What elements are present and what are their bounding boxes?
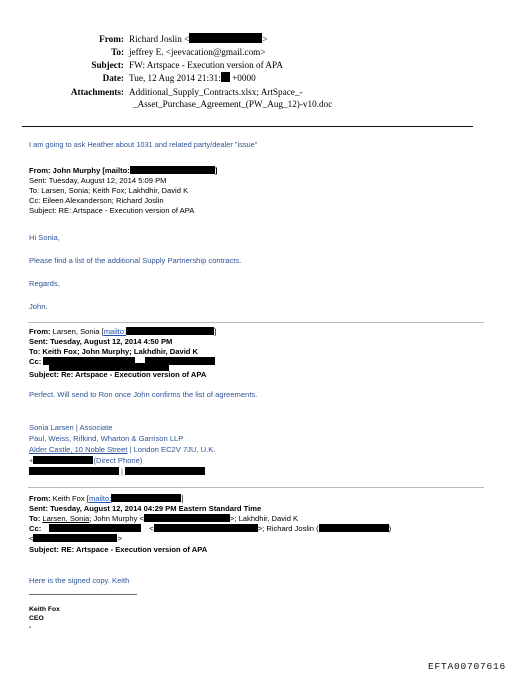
- subject-label: Subject:: [91, 60, 124, 70]
- email2-cc-label: Cc:: [29, 357, 42, 366]
- date-text: Tue, 12 Aug 2014 21:31:: [129, 73, 221, 83]
- redaction: [29, 467, 119, 475]
- from-tail: >: [262, 34, 268, 44]
- email3-cc-tail: >; Richard Joslin (: [257, 524, 319, 533]
- email1-body: Please find a list of the additional Supply Partnership contracts.: [29, 256, 242, 265]
- email3-sig-title: CEO: [29, 615, 44, 622]
- forward-note: I am going to ask Heather about 1031 and related party/dealer "issue": [29, 140, 258, 149]
- email3-sig-dash: -: [29, 624, 32, 631]
- phone-label: (Direct Phone): [93, 456, 143, 465]
- email2-sig-firm: Paul, Weiss, Rifkind, Wharton & Garrison LLP: [29, 434, 184, 443]
- attachment-line-2: _Asset_Purchase_Agreement_(PW_Aug_12)-v10.doc: [133, 99, 333, 109]
- address-link[interactable]: Alder Castle, 10 Noble Street: [29, 445, 128, 454]
- email2-subject: Subject: Re: Artspace - Execution version of APA: [29, 370, 207, 379]
- email3-from-tail: ]: [181, 494, 184, 503]
- email2-from-tail: ]: [214, 327, 217, 336]
- sig-bar: |: [121, 467, 123, 476]
- email1-from-text: From: John Murphy [mailto:: [29, 166, 130, 175]
- email2-sig-extra: [29, 467, 205, 477]
- from-value: [129, 33, 268, 45]
- email3-cc-line3-close: >: [117, 534, 122, 543]
- email2-sig-phone: [29, 456, 142, 466]
- email2-from: [29, 327, 216, 337]
- email2-mailto-link[interactable]: mailto:: [103, 327, 127, 336]
- email3-cc-label: Cc:: [29, 524, 42, 533]
- redaction: [126, 327, 217, 336]
- email1-from-tail: ]: [214, 166, 218, 175]
- date-label: Date:: [102, 73, 124, 83]
- redaction: [111, 494, 184, 503]
- to-value: jeffrey E. <jeevacation@gmail.com>: [129, 47, 266, 57]
- email3-mailto-link[interactable]: mailto:: [88, 494, 112, 503]
- divider: [28, 487, 484, 488]
- email2-sent: Sent: Tuesday, August 12, 2014 4:50 PM: [29, 337, 173, 346]
- email2-to: To: Keith Fox; John Murphy; Lakhdhir, David K: [29, 347, 199, 356]
- redaction: [319, 524, 389, 532]
- redaction: [154, 524, 258, 532]
- email3-cc-line3: [29, 534, 122, 544]
- email3-sent: Sent: Tuesday, August 12, 2014 04:29 PM Eastern Standard Time: [29, 504, 262, 513]
- redaction: [144, 514, 230, 522]
- email3-cc-mid: <: [149, 524, 154, 533]
- email1-signature: John.: [29, 302, 48, 311]
- email1-closing: Regards,: [29, 279, 60, 288]
- date-tail: +0000: [229, 73, 256, 83]
- email3-subject: Subject: RE: Artspace - Execution version of APA: [29, 545, 208, 554]
- email3-to-link[interactable]: Larsen, Sonia: [42, 514, 90, 523]
- email3-to-label: To:: [29, 514, 41, 523]
- email2-sig-name: Sonia Larsen | Associate: [29, 423, 113, 432]
- email3-to-rest: ; John Murphy <: [89, 514, 144, 523]
- divider: [28, 322, 484, 323]
- redaction: [33, 534, 117, 542]
- email2-body: Perfect. Will send to Ron once John confirms the list of agreements.: [29, 390, 258, 399]
- redaction: [49, 524, 141, 532]
- to-label: To:: [111, 47, 124, 57]
- email2-sig-address: [29, 445, 215, 455]
- email3-body: Here is the signed copy. Keith: [29, 576, 130, 585]
- subject-value: FW: Artspace - Execution version of APA: [129, 60, 283, 70]
- date-value: [129, 72, 256, 84]
- signature-rule: [29, 594, 137, 595]
- email1-cc: Cc: Eileen Alexanderson; Richard Joslin: [29, 196, 164, 205]
- email2-from-label: From:: [29, 327, 51, 336]
- email1-sent: Sent: Tuesday, August 12, 2014 5:09 PM: [29, 176, 167, 185]
- document-id: EFTA00707616: [427, 661, 506, 672]
- redaction: [221, 72, 230, 82]
- header-divider: [22, 126, 473, 127]
- email3-from: [29, 494, 183, 504]
- email1-greeting: Hi Sonia,: [29, 233, 60, 242]
- address-rest: | London EC2V 7JU, U.K.: [127, 445, 216, 454]
- email3-cc: [29, 524, 391, 534]
- email1-from: [29, 166, 217, 176]
- email3-cc-end: ): [388, 524, 392, 533]
- attachment-line-1: Additional_Supply_Contracts.xlsx; ArtSpace_-: [129, 87, 303, 97]
- from-label: From:: [99, 34, 124, 44]
- redaction: [189, 33, 262, 43]
- phone-prefix: +: [29, 456, 34, 465]
- email1-to: To: Larsen, Sonia; Keith Fox; Lakhdhir, David K: [29, 186, 189, 195]
- email3-from-label: From:: [29, 494, 51, 503]
- email3-sig-name: Keith Fox: [29, 606, 60, 613]
- email2-from-name: Larsen, Sonia [: [50, 327, 104, 336]
- redaction: [33, 456, 93, 464]
- from-text: Richard Joslin <: [129, 34, 190, 44]
- email3-to-tail: >; Lakhdhir, David K: [229, 514, 299, 523]
- email3-cc-line3-open: <: [29, 534, 34, 543]
- email3-from-name: Keith Fox [: [50, 494, 89, 503]
- email1-subject: Subject: RE: Artspace - Execution version of APA: [29, 206, 195, 215]
- attachments-label: Attachments:: [70, 87, 124, 97]
- redaction: [130, 166, 215, 174]
- redaction: [125, 467, 205, 475]
- email3-to: [29, 514, 298, 524]
